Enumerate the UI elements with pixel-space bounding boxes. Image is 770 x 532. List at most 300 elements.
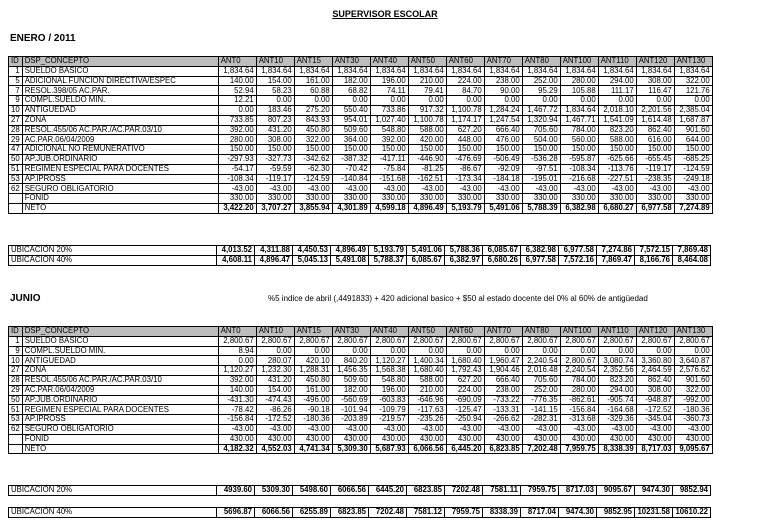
row-value: -124.59 bbox=[294, 174, 332, 184]
row-value: 430.00 bbox=[636, 434, 674, 444]
row-value: 392.00 bbox=[218, 125, 256, 135]
ubicacion-label: UBICACIÓN 20% bbox=[9, 486, 217, 496]
row-value: 733.85 bbox=[218, 115, 256, 125]
ubicacion-value: 6255.89 bbox=[293, 508, 331, 518]
row-value: 308.00 bbox=[636, 76, 674, 86]
column-header: ANT110 bbox=[598, 57, 636, 67]
row-value: 430.00 bbox=[598, 434, 636, 444]
row-value: 862.40 bbox=[636, 125, 674, 135]
row-value: 0.00 bbox=[408, 96, 446, 106]
row-value: 1,792.43 bbox=[446, 366, 484, 376]
row-value: 330.00 bbox=[408, 194, 446, 204]
row-id: 62 bbox=[9, 184, 23, 194]
row-value: -90.18 bbox=[294, 405, 332, 415]
table-row bbox=[9, 434, 713, 444]
row-value: -180.36 bbox=[294, 415, 332, 425]
row-id: 50 bbox=[9, 395, 23, 405]
row-value: 58.23 bbox=[256, 86, 294, 96]
section-title-junio: JUNIO bbox=[10, 293, 41, 304]
row-value: 150.00 bbox=[522, 145, 560, 155]
neto-value: 4,552.03 bbox=[256, 444, 294, 454]
row-value: -560.69 bbox=[332, 395, 370, 405]
row-value: -62.30 bbox=[294, 164, 332, 174]
ubicacion-value: 8,166.76 bbox=[635, 255, 673, 265]
row-value: 1,680.40 bbox=[446, 356, 484, 366]
row-concept: REGIMEN ESPECIAL PARA DOCENTES bbox=[22, 405, 218, 415]
row-value: 1,027.40 bbox=[370, 115, 408, 125]
row-value: 784.00 bbox=[560, 125, 598, 135]
row-value: 2,201.56 bbox=[636, 105, 674, 115]
row-value: 1,834.64 bbox=[522, 66, 560, 76]
row-value: 79.41 bbox=[408, 86, 446, 96]
row-id: 9 bbox=[9, 346, 23, 356]
column-header: ANT15 bbox=[294, 57, 332, 67]
row-value: -97.51 bbox=[522, 164, 560, 174]
row-concept: FONID bbox=[22, 194, 218, 204]
neto-value: 3,707.27 bbox=[256, 203, 294, 213]
ubicacion-value: 8338.39 bbox=[483, 508, 521, 518]
row-value: 150.00 bbox=[256, 145, 294, 155]
row-value: -43.00 bbox=[560, 424, 598, 434]
row-id: 1 bbox=[9, 336, 23, 346]
table-ubicacion-junio-20 bbox=[8, 485, 711, 496]
row-id bbox=[9, 434, 23, 444]
neto-value: 7,202.48 bbox=[522, 444, 560, 454]
ubicacion-value: 5309.30 bbox=[255, 486, 293, 496]
row-id: 1 bbox=[9, 66, 23, 76]
table-ubicacion-junio-40 bbox=[8, 507, 711, 518]
row-value: 705.60 bbox=[522, 375, 560, 385]
row-value: 0.00 bbox=[446, 96, 484, 106]
row-value: -219.57 bbox=[370, 415, 408, 425]
row-value: 0.00 bbox=[294, 96, 332, 106]
column-header: ANT80 bbox=[522, 57, 560, 67]
row-value: 330.00 bbox=[636, 194, 674, 204]
row-value: 322.00 bbox=[294, 135, 332, 145]
row-value: -109.79 bbox=[370, 405, 408, 415]
row-concept: AP.JUB.ORDINARIO bbox=[22, 395, 218, 405]
row-value: 150.00 bbox=[598, 145, 636, 155]
row-value: 2,016.48 bbox=[522, 366, 560, 376]
neto-value: 7,959.75 bbox=[560, 444, 598, 454]
column-header: ANT40 bbox=[370, 57, 408, 67]
neto-value: 8,717.03 bbox=[636, 444, 674, 454]
row-value: 0.00 bbox=[522, 346, 560, 356]
column-header: ANT50 bbox=[408, 327, 446, 337]
ubicacion-value: 5,491.06 bbox=[407, 246, 445, 256]
ubicacion-value: 8717.03 bbox=[559, 486, 597, 496]
row-value: 0.00 bbox=[446, 346, 484, 356]
row-value: 1,834.64 bbox=[636, 66, 674, 76]
column-header: ANT40 bbox=[370, 327, 408, 337]
ubicacion-value: 5,788.36 bbox=[445, 246, 483, 256]
row-value: -536.28 bbox=[522, 154, 560, 164]
row-concept: AP.IPROSS bbox=[22, 174, 218, 184]
neto-value: 4,301.89 bbox=[332, 203, 370, 213]
ubicacion-value: 9852.95 bbox=[597, 508, 635, 518]
row-value: 917.32 bbox=[408, 105, 446, 115]
row-concept: ADICIONAL NO REMUNERATIVO bbox=[22, 145, 218, 155]
column-header: ANT100 bbox=[560, 57, 598, 67]
row-value: -360.73 bbox=[674, 415, 712, 425]
row-id: 51 bbox=[9, 164, 23, 174]
row-value: -43.00 bbox=[408, 424, 446, 434]
row-value: 150.00 bbox=[446, 145, 484, 155]
column-header: ANT10 bbox=[256, 327, 294, 337]
row-value: 430.00 bbox=[408, 434, 446, 444]
row-value: -43.00 bbox=[256, 184, 294, 194]
row-concept: SEGURO OBLIGATORIO bbox=[22, 424, 218, 434]
ubicacion-value: 4,013.52 bbox=[217, 246, 255, 256]
row-value: 1,834.64 bbox=[674, 66, 712, 76]
row-value: -496.00 bbox=[294, 395, 332, 405]
row-value: 330.00 bbox=[560, 194, 598, 204]
row-value: -250.94 bbox=[446, 415, 484, 425]
row-value: -625.66 bbox=[598, 154, 636, 164]
column-header: ANT100 bbox=[560, 327, 598, 337]
row-value: 224.00 bbox=[446, 385, 484, 395]
row-value: 2,800.67 bbox=[560, 356, 598, 366]
neto-value: 4,182.32 bbox=[218, 444, 256, 454]
row-value: 150.00 bbox=[370, 145, 408, 155]
row-value: 1,541.09 bbox=[598, 115, 636, 125]
row-value: 420.00 bbox=[408, 135, 446, 145]
row-value: 12.21 bbox=[218, 96, 256, 106]
row-value: -119.17 bbox=[636, 164, 674, 174]
row-value: -595.87 bbox=[560, 154, 598, 164]
row-id bbox=[9, 194, 23, 204]
ubicacion-value: 4,450.53 bbox=[293, 246, 331, 256]
row-value: 252.00 bbox=[522, 76, 560, 86]
row-value: 666.40 bbox=[484, 375, 522, 385]
ubicacion-value: 8717.04 bbox=[521, 508, 559, 518]
ubicacion-value: 9474.30 bbox=[559, 508, 597, 518]
row-value: -43.00 bbox=[484, 424, 522, 434]
table-row bbox=[9, 145, 713, 155]
row-value: 2,800.67 bbox=[598, 336, 636, 346]
row-value: 0.00 bbox=[674, 96, 712, 106]
row-value: -140.84 bbox=[332, 174, 370, 184]
row-value: 0.00 bbox=[560, 346, 598, 356]
row-concept: AC.PAR.06/04/2009 bbox=[22, 135, 218, 145]
neto-value: 6,445.20 bbox=[446, 444, 484, 454]
row-value: 509.60 bbox=[332, 125, 370, 135]
row-value: 90.00 bbox=[484, 86, 522, 96]
neto-value: 6,823.85 bbox=[484, 444, 522, 454]
row-value: -776.35 bbox=[522, 395, 560, 405]
row-value: -690.09 bbox=[446, 395, 484, 405]
ubicacion-row bbox=[9, 246, 711, 256]
row-value: 823.20 bbox=[598, 375, 636, 385]
row-value: -108.34 bbox=[560, 164, 598, 174]
row-value: 0.00 bbox=[484, 96, 522, 106]
row-value: 1,834.64 bbox=[332, 66, 370, 76]
row-value: -506.49 bbox=[484, 154, 522, 164]
row-value: -655.45 bbox=[636, 154, 674, 164]
neto-value: 6,680.27 bbox=[598, 203, 636, 213]
column-header: DSP_CONCEPTO bbox=[22, 57, 218, 67]
row-value: 627.20 bbox=[446, 125, 484, 135]
row-value: 1,284.24 bbox=[484, 105, 522, 115]
row-concept: SUELDO BASICO bbox=[22, 336, 218, 346]
row-id bbox=[9, 444, 23, 454]
row-value: 3,360.80 bbox=[636, 356, 674, 366]
row-value: 161.00 bbox=[294, 385, 332, 395]
ubicacion-value: 6,382.97 bbox=[445, 255, 483, 265]
ubicacion-value: 7959.75 bbox=[445, 508, 483, 518]
row-value: 2,800.67 bbox=[560, 336, 598, 346]
row-concept: SEGURO OBLIGATORIO bbox=[22, 184, 218, 194]
row-value: 275.20 bbox=[294, 105, 332, 115]
row-value: 308.00 bbox=[636, 385, 674, 395]
row-value: -141.15 bbox=[522, 405, 560, 415]
row-concept: SUELDO BASICO bbox=[22, 66, 218, 76]
ubicacion-label: UBICACIÓN 40% bbox=[9, 255, 217, 265]
row-value: 0.00 bbox=[636, 96, 674, 106]
row-value: 588.00 bbox=[408, 125, 446, 135]
ubicacion-value: 6066.56 bbox=[331, 486, 369, 496]
row-value: 807.23 bbox=[256, 115, 294, 125]
row-id: 53 bbox=[9, 415, 23, 425]
table-row bbox=[9, 375, 713, 385]
row-value: 784.00 bbox=[560, 375, 598, 385]
row-concept: RESOL.455/06 AC.PAR./AC.PAR.03/10 bbox=[22, 125, 218, 135]
row-value: 0.00 bbox=[218, 356, 256, 366]
row-value: -172.52 bbox=[256, 415, 294, 425]
row-value: 364.00 bbox=[332, 135, 370, 145]
row-value: 0.00 bbox=[674, 346, 712, 356]
column-header: ANT15 bbox=[294, 327, 332, 337]
row-value: 548.80 bbox=[370, 125, 408, 135]
table-row bbox=[9, 86, 713, 96]
ubicacion-value: 10231.58 bbox=[635, 508, 673, 518]
ubicacion-value: 5498.60 bbox=[293, 486, 331, 496]
row-value: 2,800.67 bbox=[446, 336, 484, 346]
row-value: -282.31 bbox=[522, 415, 560, 425]
row-value: -43.00 bbox=[636, 424, 674, 434]
row-value: -476.69 bbox=[446, 154, 484, 164]
row-value: -43.00 bbox=[370, 424, 408, 434]
row-value: -43.00 bbox=[332, 424, 370, 434]
neto-value: 7,274.89 bbox=[674, 203, 712, 213]
ubicacion-value: 6066.56 bbox=[255, 508, 293, 518]
row-value: -216.68 bbox=[560, 174, 598, 184]
ubicacion-row bbox=[9, 255, 711, 265]
row-value: 1,687.87 bbox=[674, 115, 712, 125]
row-value: 430.00 bbox=[674, 434, 712, 444]
row-value: 862.40 bbox=[636, 375, 674, 385]
row-value: -180.36 bbox=[674, 405, 712, 415]
row-value: -235.26 bbox=[408, 415, 446, 425]
row-id: 27 bbox=[9, 366, 23, 376]
row-concept: ADICIONAL FUNCION DIRECTIVA/ESPEC bbox=[22, 76, 218, 86]
row-value: 3,640.87 bbox=[674, 356, 712, 366]
row-value: -327.73 bbox=[256, 154, 294, 164]
row-value: -43.00 bbox=[256, 424, 294, 434]
ubicacion-value: 7,572.15 bbox=[635, 246, 673, 256]
row-value: -78.42 bbox=[218, 405, 256, 415]
row-value: 0.00 bbox=[370, 96, 408, 106]
row-value: 154.00 bbox=[256, 76, 294, 86]
row-value: -101.94 bbox=[332, 405, 370, 415]
table-row bbox=[9, 424, 713, 434]
row-value: -417.11 bbox=[370, 154, 408, 164]
row-value: 0.00 bbox=[636, 346, 674, 356]
row-value: -151.68 bbox=[370, 174, 408, 184]
ubicacion-row bbox=[9, 508, 711, 518]
ubicacion-value: 4,311.88 bbox=[255, 246, 293, 256]
row-value: -43.00 bbox=[522, 424, 560, 434]
row-value: -733.22 bbox=[484, 395, 522, 405]
row-value: 1,834.64 bbox=[218, 66, 256, 76]
row-concept: ANTIGUEDAD bbox=[22, 105, 218, 115]
row-id: 28 bbox=[9, 375, 23, 385]
ubicacion-label: UBICACIÓN 40% bbox=[9, 508, 217, 518]
row-value: -195.01 bbox=[522, 174, 560, 184]
row-value: 150.00 bbox=[408, 145, 446, 155]
row-value: 280.07 bbox=[256, 356, 294, 366]
row-value: 330.00 bbox=[294, 194, 332, 204]
row-value: 294.00 bbox=[598, 385, 636, 395]
row-value: 8.94 bbox=[218, 346, 256, 356]
row-concept: RESOL.455/06 AC.PAR./AC.PAR.03/10 bbox=[22, 375, 218, 385]
table-row bbox=[9, 366, 713, 376]
row-value: 430.00 bbox=[218, 434, 256, 444]
header-row bbox=[9, 327, 713, 337]
table-row bbox=[9, 184, 713, 194]
row-value: 1,904.46 bbox=[484, 366, 522, 376]
row-value: 2,018.10 bbox=[598, 105, 636, 115]
row-value: 2,800.67 bbox=[370, 336, 408, 346]
ubicacion-value: 6,085.67 bbox=[483, 246, 521, 256]
row-value: 666.40 bbox=[484, 125, 522, 135]
neto-value: 6,066.56 bbox=[408, 444, 446, 454]
table-row bbox=[9, 194, 713, 204]
row-concept: ZONA bbox=[22, 115, 218, 125]
row-value: 150.00 bbox=[636, 145, 674, 155]
row-value: -238.35 bbox=[636, 174, 674, 184]
row-value: 330.00 bbox=[332, 194, 370, 204]
row-value: 1,960.47 bbox=[484, 356, 522, 366]
ubicacion-value: 7,869.47 bbox=[597, 255, 635, 265]
column-header: ID bbox=[9, 327, 23, 337]
ubicacion-value: 7,274.86 bbox=[597, 246, 635, 256]
table-row bbox=[9, 336, 713, 346]
row-value: 550.40 bbox=[332, 105, 370, 115]
row-value: 0.00 bbox=[332, 346, 370, 356]
row-value: 1,467.71 bbox=[560, 115, 598, 125]
row-value: 280.00 bbox=[218, 135, 256, 145]
row-value: 0.00 bbox=[256, 346, 294, 356]
row-value: 1,834.64 bbox=[446, 66, 484, 76]
row-value: 322.00 bbox=[674, 76, 712, 86]
ubicacion-value: 5,491.08 bbox=[331, 255, 369, 265]
row-value: -81.25 bbox=[408, 164, 446, 174]
table-junio bbox=[8, 326, 713, 454]
row-value: 2,800.67 bbox=[484, 336, 522, 346]
table-row bbox=[9, 405, 713, 415]
row-value: 150.00 bbox=[332, 145, 370, 155]
row-value: 1,568.38 bbox=[370, 366, 408, 376]
row-value: 1,834.64 bbox=[408, 66, 446, 76]
row-value: -59.59 bbox=[256, 164, 294, 174]
row-value: 196.00 bbox=[370, 76, 408, 86]
row-value: -43.00 bbox=[408, 184, 446, 194]
row-value: 2,800.67 bbox=[636, 336, 674, 346]
row-value: 430.00 bbox=[522, 434, 560, 444]
row-value: 392.00 bbox=[370, 135, 408, 145]
row-value: 150.00 bbox=[560, 145, 598, 155]
row-value: 1,834.64 bbox=[256, 66, 294, 76]
row-value: 2,464.59 bbox=[636, 366, 674, 376]
row-value: 0.00 bbox=[370, 346, 408, 356]
row-value: 1,174.17 bbox=[446, 115, 484, 125]
junio-note: %5 indice de abril (,4491833) + 420 adicional basico + $50 al estado docente del 0% al 60% de antigüedad bbox=[268, 294, 648, 303]
ubicacion-value: 7959.75 bbox=[521, 486, 559, 496]
row-value: -685.25 bbox=[674, 154, 712, 164]
column-header: ANT120 bbox=[636, 57, 674, 67]
row-value: -86.26 bbox=[256, 405, 294, 415]
row-concept: REGIMEN ESPECIAL PARA DOCENTES bbox=[22, 164, 218, 174]
row-id: 10 bbox=[9, 105, 23, 115]
row-value: 431.20 bbox=[256, 125, 294, 135]
row-value: -119.17 bbox=[256, 174, 294, 184]
row-value: -156.84 bbox=[560, 405, 598, 415]
column-header: ANT30 bbox=[332, 327, 370, 337]
row-value: 1,400.34 bbox=[408, 356, 446, 366]
row-id: 7 bbox=[9, 86, 23, 96]
row-value: 430.00 bbox=[446, 434, 484, 444]
ubicacion-value: 4,896.47 bbox=[255, 255, 293, 265]
row-value: 509.60 bbox=[332, 375, 370, 385]
ubicacion-value: 4939.60 bbox=[217, 486, 255, 496]
row-value: -43.00 bbox=[636, 184, 674, 194]
row-value: 1,120.27 bbox=[370, 356, 408, 366]
neto-value: 5,193.79 bbox=[446, 203, 484, 213]
row-value: 1,320.94 bbox=[522, 115, 560, 125]
row-value: -345.04 bbox=[636, 415, 674, 425]
row-value: 161.00 bbox=[294, 76, 332, 86]
row-value: 210.00 bbox=[408, 385, 446, 395]
row-value: 3,080.74 bbox=[598, 356, 636, 366]
row-value: 1,834.64 bbox=[294, 66, 332, 76]
column-header: ANT70 bbox=[484, 327, 522, 337]
row-value: 1,100.78 bbox=[408, 115, 446, 125]
row-concept: AP.JUB.ORDINARIO bbox=[22, 154, 218, 164]
row-value: 238.00 bbox=[484, 385, 522, 395]
row-value: 2,800.67 bbox=[332, 336, 370, 346]
row-value: 95.29 bbox=[522, 86, 560, 96]
row-value: 280.00 bbox=[560, 76, 598, 86]
table-row bbox=[9, 346, 713, 356]
row-value: 322.00 bbox=[674, 385, 712, 395]
row-value: -43.00 bbox=[446, 184, 484, 194]
table-row bbox=[9, 356, 713, 366]
column-header: ANT130 bbox=[674, 57, 712, 67]
row-value: 330.00 bbox=[218, 194, 256, 204]
row-value: 627.20 bbox=[446, 375, 484, 385]
row-value: 150.00 bbox=[674, 145, 712, 155]
row-concept: FONID bbox=[22, 434, 218, 444]
row-value: 116.47 bbox=[636, 86, 674, 96]
ubicacion-row bbox=[9, 486, 711, 496]
row-value: -43.00 bbox=[294, 424, 332, 434]
row-value: -164.68 bbox=[598, 405, 636, 415]
row-value: 154.00 bbox=[256, 385, 294, 395]
ubicacion-value: 6823.85 bbox=[407, 486, 445, 496]
table-row bbox=[9, 174, 713, 184]
row-value: 0.00 bbox=[408, 346, 446, 356]
